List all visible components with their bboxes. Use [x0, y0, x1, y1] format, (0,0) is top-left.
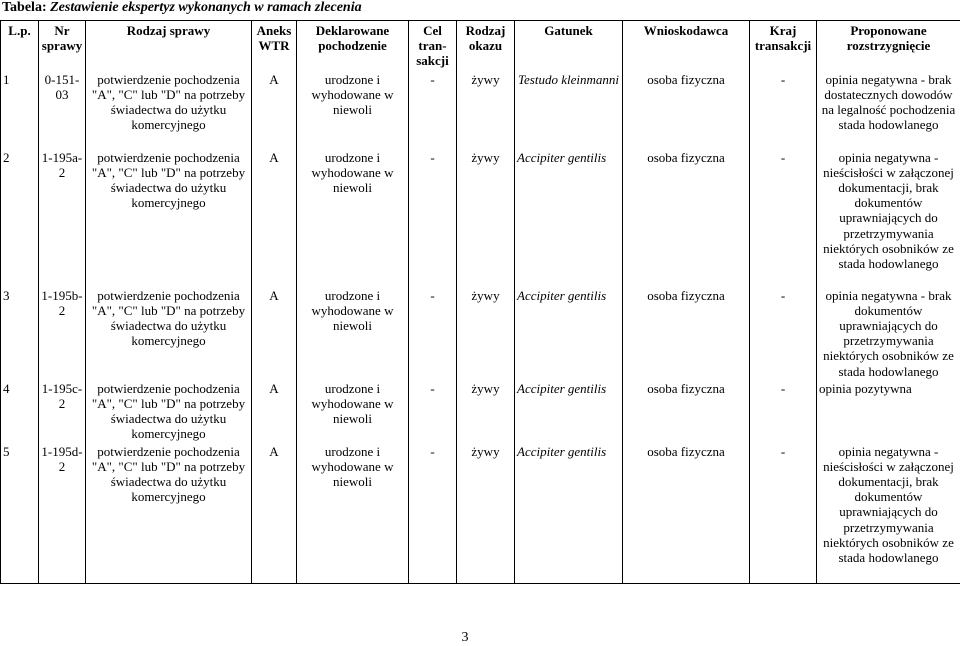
cell-aneks: A — [252, 379, 297, 442]
cell-rozstrzygniecie: opinia negatywna - brak dokumentów uprawniających do przetrzymywania niektórych osobników ze stada hodowlanego — [817, 286, 960, 379]
cell-rozstrzygniecie: opinia negatywna - nieścisłości w załączonej dokumentacji, brak dokumentów uprawniających do przetrzymywania niektórych osobników ze stada hodowlanego — [817, 148, 960, 286]
cell-rodzaj-okazu: żywy — [457, 286, 515, 379]
cell-rodzaj-sprawy: potwierdzenie pochodzenia "A", "C" lub "D" na potrzeby świadectwa do użytku komercyjnego — [86, 286, 252, 379]
header-nr-sprawy: Nr sprawy — [39, 21, 86, 70]
cell-rodzaj-okazu: żywy — [457, 442, 515, 584]
cell-rozstrzygniecie: opinia pozytywna — [817, 379, 960, 442]
cell-aneks: A — [252, 70, 297, 148]
cell-gatunek: Accipiter gentilis — [515, 148, 623, 286]
table-row — [1, 148, 960, 286]
cell-cel: - — [409, 442, 457, 584]
cell-lp: 5 — [1, 442, 39, 584]
cell-kraj: - — [750, 70, 817, 148]
cell-wnioskodawca: osoba fizyczna — [623, 379, 750, 442]
cell-wnioskodawca: osoba fizyczna — [623, 148, 750, 286]
cell-nr-sprawy: 0-151-03 — [39, 70, 86, 148]
cell-pochodzenie: urodzone i wyhodowane w niewoli — [297, 286, 409, 379]
header-kraj-transakcji: Kraj transakcji — [750, 21, 817, 70]
cell-aneks: A — [252, 148, 297, 286]
cell-rozstrzygniecie: opinia negatywna - brak dostatecznych dowodów na legalność pochodzenia stada hodowlanego — [817, 70, 960, 148]
cell-pochodzenie: urodzone i wyhodowane w niewoli — [297, 442, 409, 584]
table-row — [1, 442, 960, 584]
cell-gatunek: Testudo kleinmanni — [515, 70, 623, 148]
expertise-table — [0, 20, 960, 584]
caption-text: Zestawienie ekspertyz wykonanych w ramach zlecenia — [50, 0, 362, 15]
cell-rodzaj-sprawy: potwierdzenie pochodzenia "A", "C" lub "D" na potrzeby świadectwa do użytku komercyjnego — [86, 70, 252, 148]
table-row — [1, 379, 960, 442]
header-cel-transakcji: Cel tran-sakcji — [409, 21, 457, 70]
cell-cel: - — [409, 148, 457, 286]
cell-nr-sprawy: 1-195c-2 — [39, 379, 86, 442]
cell-kraj: - — [750, 379, 817, 442]
header-proponowane-rozstrzygniecie: Proponowane rozstrzygnięcie — [817, 21, 960, 70]
cell-rodzaj-okazu: żywy — [457, 379, 515, 442]
cell-aneks: A — [252, 442, 297, 584]
table-row — [1, 286, 960, 379]
cell-kraj: - — [750, 148, 817, 286]
cell-rodzaj-okazu: żywy — [457, 70, 515, 148]
page-number: 3 — [461, 630, 469, 645]
cell-cel: - — [409, 286, 457, 379]
header-lp: L.p. — [1, 21, 39, 70]
cell-nr-sprawy: 1-195b-2 — [39, 286, 86, 379]
cell-wnioskodawca: osoba fizyczna — [623, 70, 750, 148]
cell-wnioskodawca: osoba fizyczna — [623, 442, 750, 584]
cell-rodzaj-sprawy: potwierdzenie pochodzenia "A", "C" lub "D" na potrzeby świadectwa do użytku komercyjnego — [86, 148, 252, 286]
caption-prefix: Tabela: — [2, 0, 47, 15]
header-rodzaj-okazu: Rodzaj okazu — [457, 21, 515, 70]
table-header-row — [1, 21, 960, 70]
cell-lp: 3 — [1, 286, 39, 379]
cell-pochodzenie: urodzone i wyhodowane w niewoli — [297, 148, 409, 286]
cell-lp: 2 — [1, 148, 39, 286]
cell-lp: 4 — [1, 379, 39, 442]
header-gatunek: Gatunek — [515, 21, 623, 70]
cell-nr-sprawy: 1-195d-2 — [39, 442, 86, 584]
cell-rodzaj-sprawy: potwierdzenie pochodzenia "A", "C" lub "D" na potrzeby świadectwa do użytku komercyjnego — [86, 442, 252, 584]
header-wnioskodawca: Wnioskodawca — [623, 21, 750, 70]
header-rodzaj-sprawy: Rodzaj sprawy — [86, 21, 252, 70]
cell-pochodzenie: urodzone i wyhodowane w niewoli — [297, 70, 409, 148]
table-caption — [2, 0, 362, 16]
cell-nr-sprawy: 1-195a-2 — [39, 148, 86, 286]
cell-rodzaj-sprawy: potwierdzenie pochodzenia "A", "C" lub "D" na potrzeby świadectwa do użytku komercyjnego — [86, 379, 252, 442]
cell-wnioskodawca: osoba fizyczna — [623, 286, 750, 379]
cell-kraj: - — [750, 286, 817, 379]
cell-rozstrzygniecie: opinia negatywna - nieścisłości w załączonej dokumentacji, brak dokumentów uprawniających do przetrzymywania niektórych osobników ze stada hodowlanego — [817, 442, 960, 584]
cell-gatunek: Accipiter gentilis — [515, 379, 623, 442]
header-deklarowane-pochodzenie: Deklarowane pochodzenie — [297, 21, 409, 70]
cell-gatunek: Accipiter gentilis — [515, 442, 623, 584]
cell-lp: 1 — [1, 70, 39, 148]
header-aneks-wtr: Aneks WTR — [252, 21, 297, 70]
cell-cel: - — [409, 70, 457, 148]
cell-cel: - — [409, 379, 457, 442]
cell-kraj: - — [750, 442, 817, 584]
cell-gatunek: Accipiter gentilis — [515, 286, 623, 379]
table-row — [1, 70, 960, 148]
cell-pochodzenie: urodzone i wyhodowane w niewoli — [297, 379, 409, 442]
cell-rodzaj-okazu: żywy — [457, 148, 515, 286]
cell-aneks: A — [252, 286, 297, 379]
